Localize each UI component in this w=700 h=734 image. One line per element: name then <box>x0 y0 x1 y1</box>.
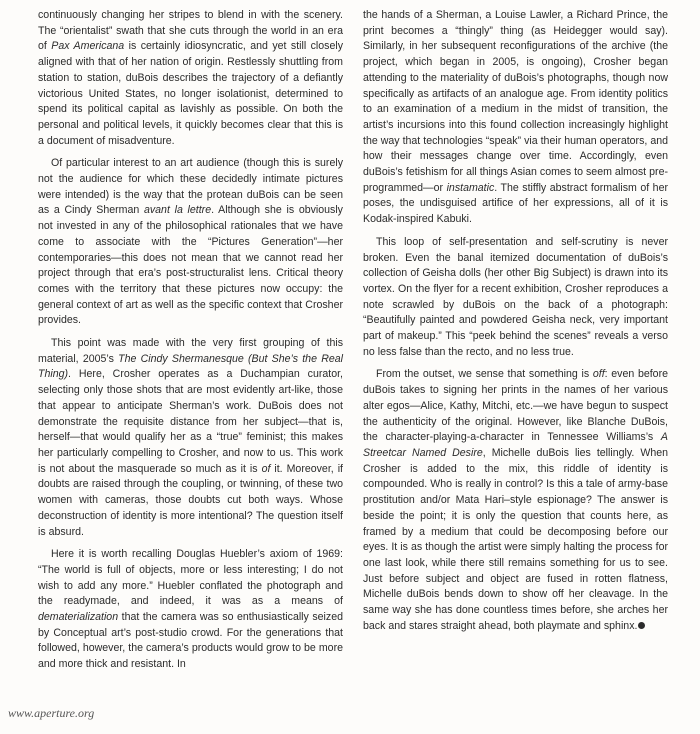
end-mark-icon <box>638 622 645 629</box>
left-column <box>38 8 343 673</box>
paragraph: This loop of self-presentation and self-scrutiny is never broken. Even the banal itemized documentation of duBois’s collection of Geisha dolls (her other Big Subject) is drawn into its vortex. On the flyer for a recent exhibition, Crosher reproduces a note scrawled by duBois on the back of a photograph: “Beautifully painted and powdered Geisha neck, very important part of makeup.” This “peek behind the scenes” reveals a verso no less false than the recto, and no less true. <box>363 235 668 358</box>
paragraph: This point was made with the very first grouping of this material, 2005’s The Cindy Shermanesque (But She’s the Real Thing). Here, Crosher operates as a Duchampian curator, selecting only those shots that are most evidently art-like, those that appear to anticipate Sherman’s work. DuBois does not demonstrate the requisite distance from her subject—that is, herself—that would qualify her as a “true” feminist; this makes her particularly compelling to Crosher, and now to us. This work is not about the masquerade so much as it is of it. Moreover, if doubts are raised through the coupling, or twinning, of these two women with cameras, those doubts cut both ways. Whose deconstruction of identity is more intentional? The question itself is absurd. <box>38 337 343 538</box>
paragraph: Of particular interest to an art audience (though this is surely not the audience for which these decidedly intimate pictures were intended) is the way that the protean duBois can be seen as a Cindy Sherman avant la lettre. Although she is obviously not invested in any of the philosophical rationales that we have come to associate with the “Pictures Generation”—her contemporaries—this does not mean that we cannot read her project through that era’s post-structuralist lens. Critical theory comes with the territory that these pictures now occupy: the general context of art as well as the specific context that Crosher provides. <box>38 157 343 327</box>
paragraph: the hands of a Sherman, a Louise Lawler, a Richard Prince, the print becomes a “thingly” thing (as Heidegger would say). Similarly, in her subsequent reconfigurations of the archive (the project, which began in 2005, is ongoing), Crosher began attending to the materiality of duBois’s photographs, though now specifically as artifacts of an analogue age. From identity politics to an examination of a medium in the midst of transition, the artist’s incursions into this found collection increasingly highlight the way that technologies “speak” via their human operators, and how their messages change over time. Accordingly, even duBois’s fetishism for all things Asian comes to seem almost pre-programmed—or instamatic. The stiffly abstract formalism of her poses, the undisguised artifice of her expressions, all of it is Kodak-inspired Kabuki. <box>363 9 668 226</box>
paragraph: continuously changing her stripes to blend in with the scenery. The “orientalist” swath that she cuts through the world in an era of Pax Americana is certainly idiosyncratic, and yet still closely aligned with that of her nation of origin. Restlessly shuttling from station to station, duBois describes the trajectory of a defiantly victorious United States, no longer isolationist, determined to spend its political capital as lavishly as possible. On both the personal and political levels, it quickly becomes clear that this is a document of misadventure. <box>38 9 344 147</box>
paragraph: Here it is worth recalling Douglas Huebler’s axiom of 1969: “The world is full of objects, more or less interesting; I do not wish to add any more.” Huebler conflated the photograph and the readymade, and indeed, it was as a means of dematerialization that the camera was so enthusiastically seized by Conceptual art’s post-studio crowd. For the generations that followed, however, the camera’s products would grow to be more and more thick and resistant. In <box>38 548 343 671</box>
footer-url: www.aperture.org <box>8 706 95 720</box>
right-column <box>363 8 668 634</box>
paragraph: From the outset, we sense that something is off: even before duBois takes to signing her prints in the names of her various alter egos—Alice, Kathy, Mitchi, etc.—we have begun to suspect the authenticity of the original. However, like Blanche DuBois, the character-playing-a-character in Tennessee Williams’s A Streetcar Named Desire, Michelle duBois lies tellingly. When Crosher is added to the mix, this riddle of identity is compounded. Who is really in control? Is this a tale of army-base prostitution and/or Mata Hari–style espionage? The answer is beside the point; it is only the question that counts here, as framed by a medium that could be decomposing before our eyes. It is as though the artist were simply halting the process for one last look, while there still remains something for us to see. Just before subject and object are fused in rotten flatness, Michelle duBois bends down to show off her cleavage. In the same way she has done countless times before, she arches her back and stares straight ahead, both playmate and sphinx. <box>363 368 668 632</box>
